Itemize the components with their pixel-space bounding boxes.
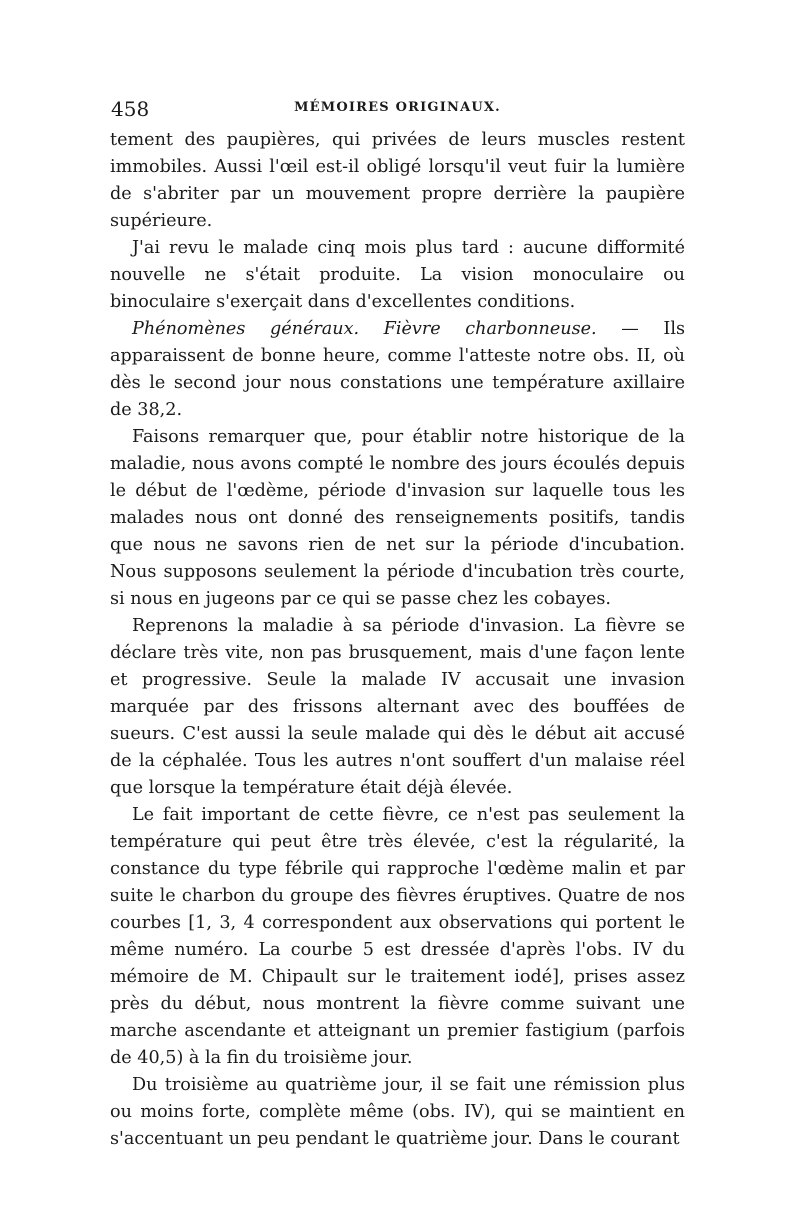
paragraph-5: Reprenons la maladie à sa période d'invasion. La fièvre se déclare très vite, non pas brusquement, mais d'une façon lente et progressive. Seule la malade IV accusait une invasion marquée par des frissons alternant avec des bouffées de sueurs. C'est aussi la seule malade qui dès le début ait accusé de la céphalée. Tous les autres n'ont souffert d'un malaise réel que lorsque la température était déjà élevée. bbox=[110, 616, 685, 798]
paragraph-4: Faisons remarquer que, pour établir notre historique de la maladie, nous avons compté le nombre des jours écoulés depuis le début de l'œdème, période d'invasion sur laquelle tous les malades nous ont donné des renseignements positifs, tandis que nous ne savons rien de net sur la période d'incubation. Nous supposons seulement la période d'incubation très courte, si nous en jugeons par ce qui se passe chez les cobayes. bbox=[110, 427, 685, 609]
running-header bbox=[110, 97, 685, 127]
paragraph-7: Du troisième au quatrième jour, il se fait une rémission plus ou moins forte, complète même (obs. IV), qui se maintient en s'accentuant un peu pendant le quatrième jour. Dans le courant bbox=[110, 1075, 685, 1149]
paragraph-6: Le fait important de cette fièvre, ce n'est pas seulement la température qui peut être très élevée, c'est la régularité, la constance du type fébrile qui rapproche l'œdème malin et par suite le charbon du groupe des fièvres éruptives. Quatre de nos courbes [1, 3, 4 correspondent aux observations qui portent le même numéro. La courbe 5 est dressée d'après l'obs. IV du mémoire de M. Chipault sur le traitement iodé], prises assez près du début, nous montrent la fièvre comme suivant une marche ascendante et atteignant un premier fastigium (parfois de 40,5) à la fin du troisième jour. bbox=[110, 805, 685, 1068]
paragraph-3-text: — Ils apparaissent de bonne heure, comme l'atteste notre obs. II, où dès le second jour nous constations une température axillaire de 38,2. bbox=[110, 319, 686, 420]
book-page bbox=[110, 97, 685, 1153]
section-heading: Phénomènes généraux. Fièvre charbonneuse. bbox=[132, 319, 597, 339]
page-number: 458 bbox=[111, 97, 150, 121]
paragraph-2: J'ai revu le malade cinq mois plus tard : aucune difformité nouvelle ne s'était produite. La vision monoculaire ou binoculaire s'exerçait dans d'excellentes conditions. bbox=[110, 238, 685, 312]
paragraph-3 bbox=[110, 316, 685, 424]
paragraph-1: tement des paupières, qui privées de leurs muscles restent immobiles. Aussi l'œil est-il obligé lorsqu'il veut fuir la lumière de s'abriter par un mouvement propre derrière la paupière supérieure. bbox=[110, 130, 685, 231]
running-title: MÉMOIRES ORIGINAUX. bbox=[294, 100, 501, 115]
